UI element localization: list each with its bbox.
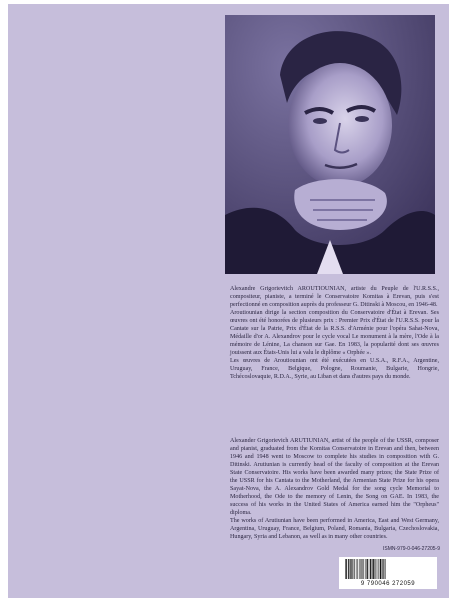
barcode-bar (377, 559, 378, 579)
barcode-bar (351, 559, 352, 579)
english-biography (230, 437, 439, 541)
barcode-bar (345, 559, 346, 579)
barcode-bar (382, 559, 383, 579)
barcode-bar (363, 559, 364, 579)
barcode-bar (370, 559, 371, 579)
french-paragraph: Alexandre Grigorievitch AROUTIOUNIAN, artiste du Peuple de l'U.R.S.S., compositeur, pianiste, a terminé le Conservatoire Komitas à Erevan, puis s'est perfectionné en composition auprès du professeur G. Ditinski à Moscou, en 1946-48. (230, 286, 439, 308)
barcode-bars (339, 557, 437, 581)
french-paragraph: Aroutiounian dirige la section composition du Conservatoire d'État à Erevan. Ses œuvres ont été honorées de plusieurs prix : Premier Prix d'État de l'U.R.S.S. pour la Cantate sur la Patrie, Prix d'État de la R.S.S. d'Arménie pour l'opéra Sahat-Nova, Médaille d'or A. Alexandrov pour le cycle vocal Le monument à la mère, l'Ode à la mémoire de Lénine, La chanson sur Gae. En 1983, la popularité dont ses œuvres jouissent aux États-Unis lui a valu le diplôme « Orphée ». (230, 310, 439, 356)
barcode-bar (352, 559, 353, 579)
barcode-bar (348, 559, 349, 579)
barcode-bar (367, 559, 368, 579)
barcode-bar (372, 559, 373, 579)
barcode-bar (346, 559, 347, 579)
barcode-number: 9 790046 272059 (360, 581, 416, 587)
barcode (339, 557, 437, 589)
barcode-bar (357, 559, 358, 579)
ismn-code: ISMN-979-0-046-27205-9 (383, 546, 440, 552)
english-paragraph: The works of Arutiunian have been performed in America, East and West Germany, Argentina, Uruguay, France, Belgium, Poland, Romania, Bulgaria, Czechoslovakia, Hungary, Syria and Lebanon, as well as in many other countries. (230, 518, 439, 540)
barcode-bar (354, 559, 355, 579)
composer-portrait-photo (225, 15, 435, 274)
portrait-illustration (225, 15, 435, 274)
barcode-bar (361, 559, 362, 579)
french-paragraph: Les œuvres de Aroutiounian ont été exécutées en U.S.A., R.F.A., Argentine, Uruguay, France, Belgique, Pologne, Roumanie, Bulgarie, Hongrie, Tchécoslovaquie, R.D.A., Syrie, au Liban et dans d'autres pays du monde. (230, 358, 439, 380)
barcode-bar (380, 559, 381, 579)
french-biography (230, 285, 439, 381)
barcode-bar (350, 559, 351, 579)
english-paragraph: Alexander Grigorievich ARUTIUNIAN, artist of the people of the USSR, composer and pianist, graduated from the Komitas Conservatoire in Erevan and then, between 1946 and 1948 went to Moscow to complete his studies in composition with G. Ditinski. Arutiunian is currently head of the faculty of composition at the Erevan State Conservatoire. His works have been awarded many prizes; the State Prize of the USSR for his Cantata to the Motherland, the Armenian State Prize for his opera Sayat-Nova, the A. Alexandrov Gold Medal for the song cycle Memorial to Motherhood, the Ode to the memory of Lenin, the Song on GAE. In 1983, the success of his works in the United States of America earned him the "Orpheus" diploma. (230, 438, 439, 516)
barcode-bar (383, 559, 384, 579)
barcode-bar (373, 559, 374, 579)
barcode-bar (385, 559, 386, 579)
